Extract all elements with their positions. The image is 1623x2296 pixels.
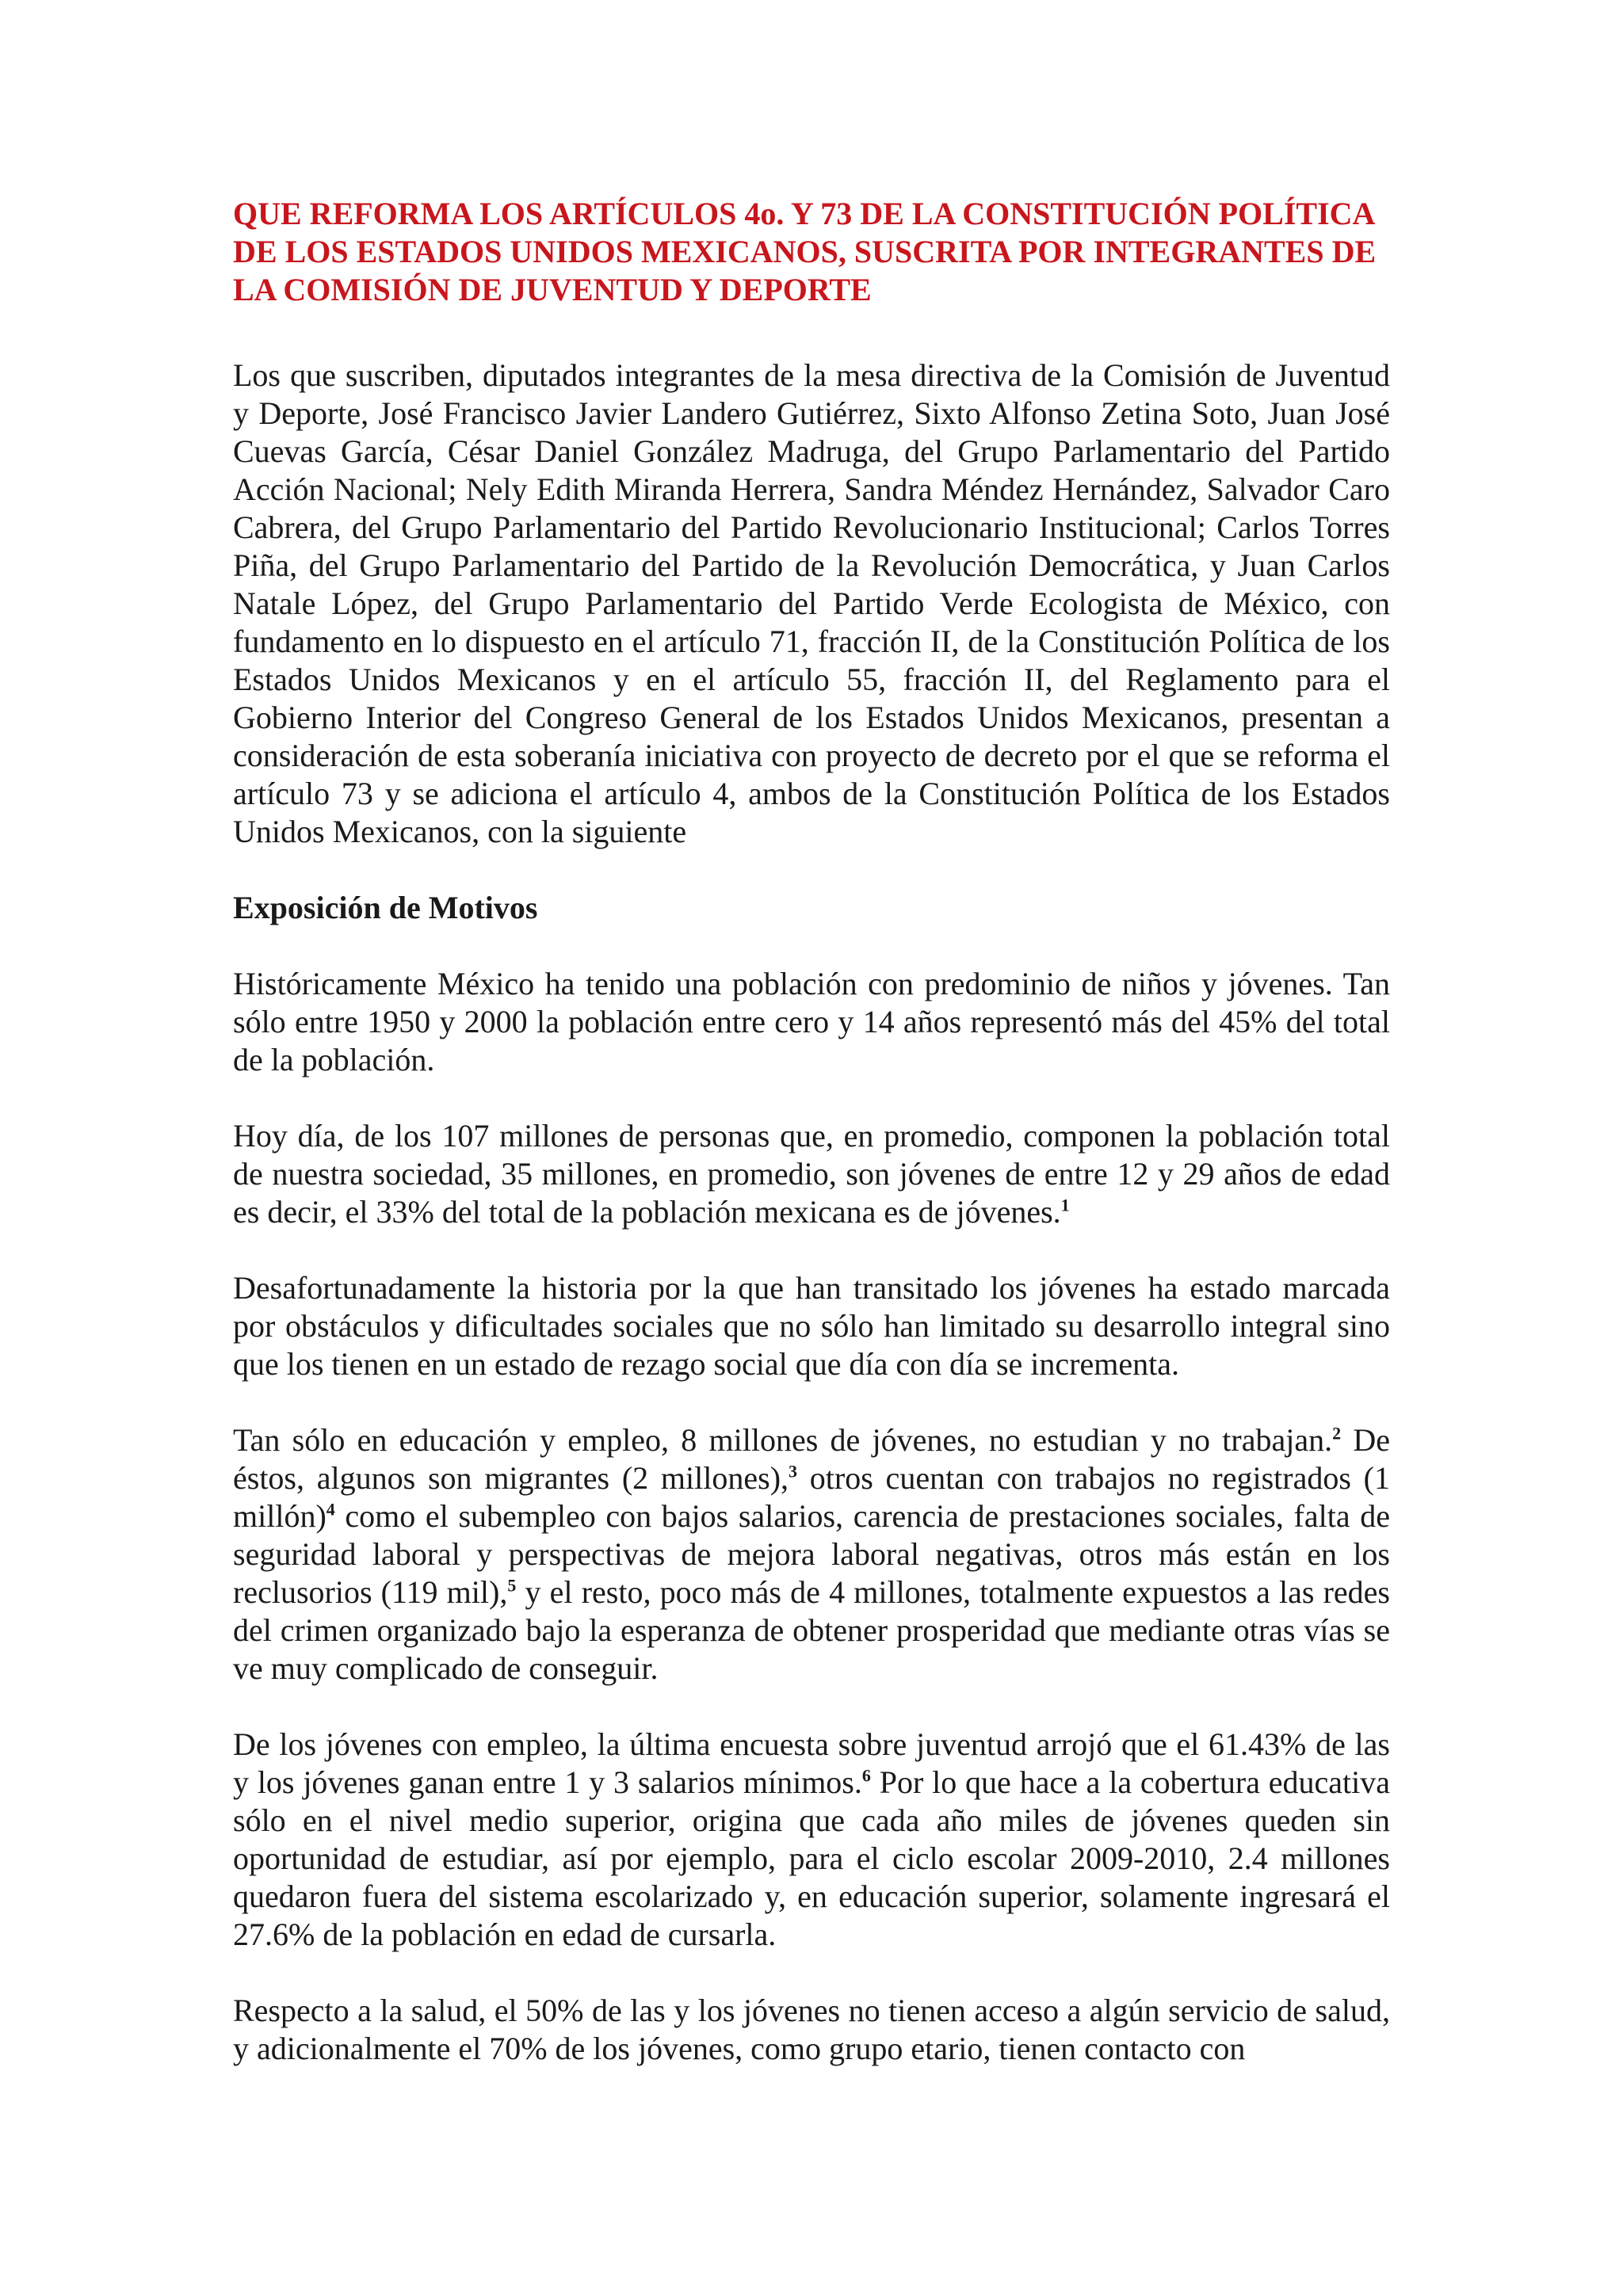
paragraph-current-population — [233, 1117, 1390, 1231]
paragraph-health: Respecto a la salud, el 50% de las y los jóvenes no tienen acceso a algún servicio de salud, y adicionalmente el 70% de los jóvenes, como grupo etario, tienen contacto con — [233, 1993, 1390, 2066]
intro-paragraph: Los que suscriben, diputados integrantes de la mesa directiva de la Comisión de Juventud y Deporte, José Francisco Javier Landero Gutiérrez, Sixto Alfonso Zetina Soto, Juan José Cuevas García, César Daniel González Madruga, del Grupo Parlamentario del Partido Acción Nacional; Nely Edith Miranda Herrera, Sandra Méndez Hernández, Salvador Caro Cabrera, del Grupo Parlamentario del Partido Revolucionario Institucional; Carlos Torres Piña, del Grupo Parlamentario del Partido de la Revolución Democrática, y Juan Carlos Natale López, del Grupo Parlamentario del Partido Verde Ecologista de México, con fundamento en lo dispuesto en el artículo 71, fracción II, de la Constitución Política de los Estados Unidos Mexicanos y en el artículo 55, fracción II, del Reglamento para el Gobierno Interior del Congreso General de los Estados Unidos Mexicanos, presentan a consideración de esta soberanía iniciativa con proyecto de decreto por el que se reforma el artículo 73 y se adiciona el artículo 4, ambos de la Constitución Política de los Estados Unidos Mexicanos, con la siguiente — [233, 357, 1390, 849]
footnote-ref-4: 4 — [326, 1499, 335, 1520]
paragraph-education-employment — [233, 1421, 1390, 1688]
paragraph-text: Hoy día, de los 107 millones de personas que, en promedio, componen la población total de nuestra sociedad, 35 millones, en promedio, son jóvenes de entre 12 y 29 años de edad es decir, el 33% del total de la población mexicana es de jóvenes. — [233, 1118, 1390, 1230]
paragraph-text: y el resto, poco más de 4 millones, totalmente expuestos a las redes del crimen organizado bajo la esperanza de obtener prosperidad que mediante otras vías se ve muy complicado de conseguir. — [233, 1574, 1390, 1686]
footnote-ref-6: 6 — [861, 1765, 871, 1786]
document-content — [233, 195, 1390, 2106]
paragraph-text: Por lo que hace a la cobertura educativa sólo en el nivel medio superior, origina que cada año miles de jóvenes queden sin oportunidad de estudiar, así por ejemplo, para el ciclo escolar 2009-2010, 2.4 millones quedaron fuera del sistema escolarizado y, en educación superior, solamente ingresará el 27.6% de la población en edad de cursarla. — [233, 1764, 1391, 1952]
paragraph-text: Tan sólo en educación y empleo, 8 millones de jóvenes, no estudian y no trabajan. — [233, 1422, 1333, 1458]
paragraph-social-obstacles: Desafortunadamente la historia por la que han transitado los jóvenes ha estado marcada por obstáculos y dificultades sociales que no sólo han limitado su desarrollo integral sino que los tienen en un estado de rezago social que día con día se incrementa. — [233, 1270, 1390, 1382]
paragraph-text: De los jóvenes con empleo, la última encuesta sobre juventud arrojó que el 61.43% de las y los jóvenes ganan entre 1 y 3 salarios mínimos. — [233, 1726, 1390, 1800]
paragraph-historical-population: Históricamente México ha tenido una población con predominio de niños y jóvenes. Tan sólo entre 1950 y 2000 la población entre cero y 14 años representó más del 45% del total de la población. — [233, 966, 1390, 1077]
section-heading: Exposición de Motivos — [233, 890, 538, 925]
footnote-ref-1: 1 — [1060, 1195, 1070, 1215]
footnote-ref-3: 3 — [789, 1461, 798, 1482]
footnote-ref-2: 2 — [1332, 1423, 1342, 1444]
paragraph-text: otros cuentan con trabajos no registrados (1 millón) — [233, 1460, 1390, 1534]
paragraph-text: como el subempleo con bajos salarios, carencia de prestaciones sociales, falta de seguridad laboral y perspectivas de mejora laboral negativas, otros más están en los reclusorios (119 mil), — [233, 1498, 1390, 1610]
paragraph-text: De éstos, algunos son migrantes (2 millones), — [233, 1422, 1391, 1496]
document-title: QUE REFORMA LOS ARTÍCULOS 4o. Y 73 DE LA CONSTITUCIÓN POLÍTICA DE LOS ESTADOS UNIDOS MEXICANOS, SUSCRITA POR INTEGRANTES DE LA COMISIÓN DE JUVENTUD Y DEPORTE — [233, 196, 1377, 307]
paragraph-employment-education — [233, 1726, 1390, 1954]
footnote-ref-5: 5 — [507, 1575, 517, 1596]
